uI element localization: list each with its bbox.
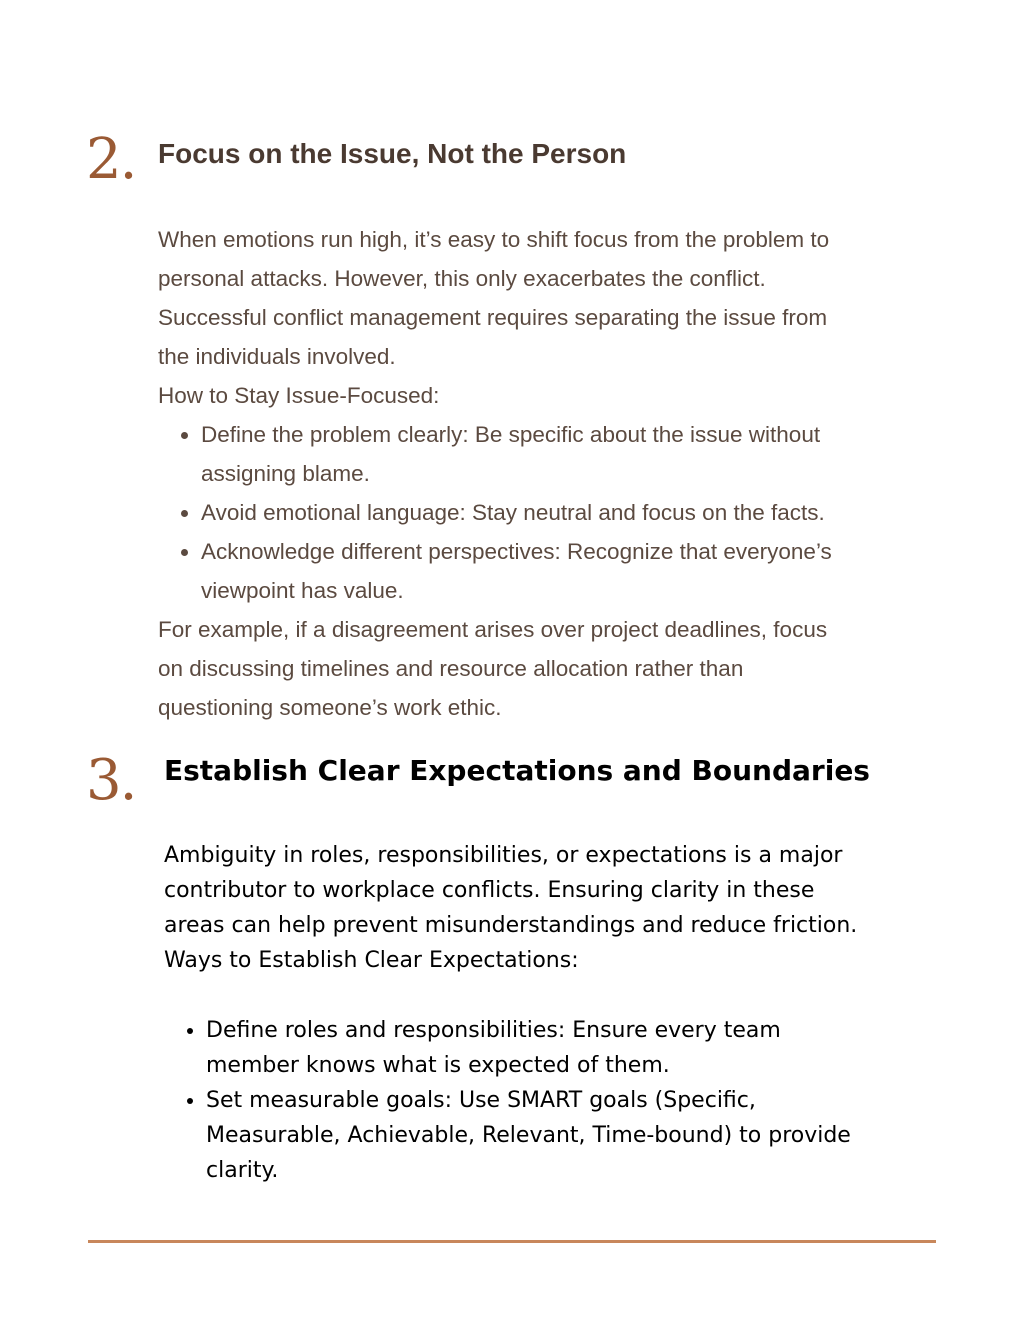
section-3-bullet-list	[164, 1013, 944, 1188]
bullet-line: Avoid emotional language: Stay neutral and focus on the facts.	[201, 500, 825, 525]
intro-line: Successful conflict management requires separating the issue from	[158, 305, 828, 330]
list-item	[201, 532, 948, 610]
intro-line: personal attacks. However, this only exacerbates the conflict.	[158, 266, 766, 291]
list-item	[201, 415, 948, 493]
section-3-body	[164, 838, 944, 1188]
section-2-intro	[158, 220, 948, 376]
bullet-line: Acknowledge different perspectives: Recognize that everyone’s	[201, 539, 832, 564]
section-2-heading: Focus on the Issue, Not the Person	[158, 138, 627, 169]
intro-line: When emotions run high, it’s easy to shift focus from the problem to	[158, 227, 830, 252]
list-item	[201, 493, 948, 532]
intro-line: areas can help prevent misunderstandings and reduce friction.	[164, 913, 858, 938]
section-2-subheading: How to Stay Issue-Focused:	[158, 383, 440, 408]
bullet-line: assigning blame.	[201, 461, 370, 486]
intro-line: the individuals involved.	[158, 344, 396, 369]
list-item	[206, 1013, 944, 1083]
example-line: questioning someone’s work ethic.	[158, 695, 502, 720]
intro-line: Ways to Establish Clear Expectations:	[164, 948, 579, 973]
section-3-intro	[164, 838, 944, 978]
section-number-3: 3.	[86, 748, 136, 813]
bullet-line: viewpoint has value.	[201, 578, 404, 603]
section-2-bullet-list	[158, 415, 948, 610]
bullet-line: Define roles and responsibilities: Ensure every team	[206, 1018, 781, 1043]
footer-divider	[88, 1240, 936, 1243]
intro-line: Ambiguity in roles, responsibilities, or expectations is a major	[164, 843, 843, 868]
list-item	[206, 1083, 944, 1188]
section-number-2: 2.	[86, 127, 136, 192]
bullet-line: Set measurable goals: Use SMART goals (Specific,	[206, 1088, 756, 1113]
example-line: on discussing timelines and resource allocation rather than	[158, 656, 744, 681]
section-2-example	[158, 610, 948, 727]
section-2-body	[158, 220, 948, 727]
bullet-line: Define the problem clearly: Be specific about the issue without	[201, 422, 821, 447]
bullet-line: member knows what is expected of them.	[206, 1053, 670, 1078]
bullet-line: clarity.	[206, 1158, 279, 1183]
bullet-line: Measurable, Achievable, Relevant, Time-bound) to provide	[206, 1123, 851, 1148]
intro-line: contributor to workplace conflicts. Ensuring clarity in these	[164, 878, 815, 903]
section-3-heading: Establish Clear Expectations and Boundaries	[164, 754, 870, 787]
example-line: For example, if a disagreement arises over project deadlines, focus	[158, 617, 828, 642]
